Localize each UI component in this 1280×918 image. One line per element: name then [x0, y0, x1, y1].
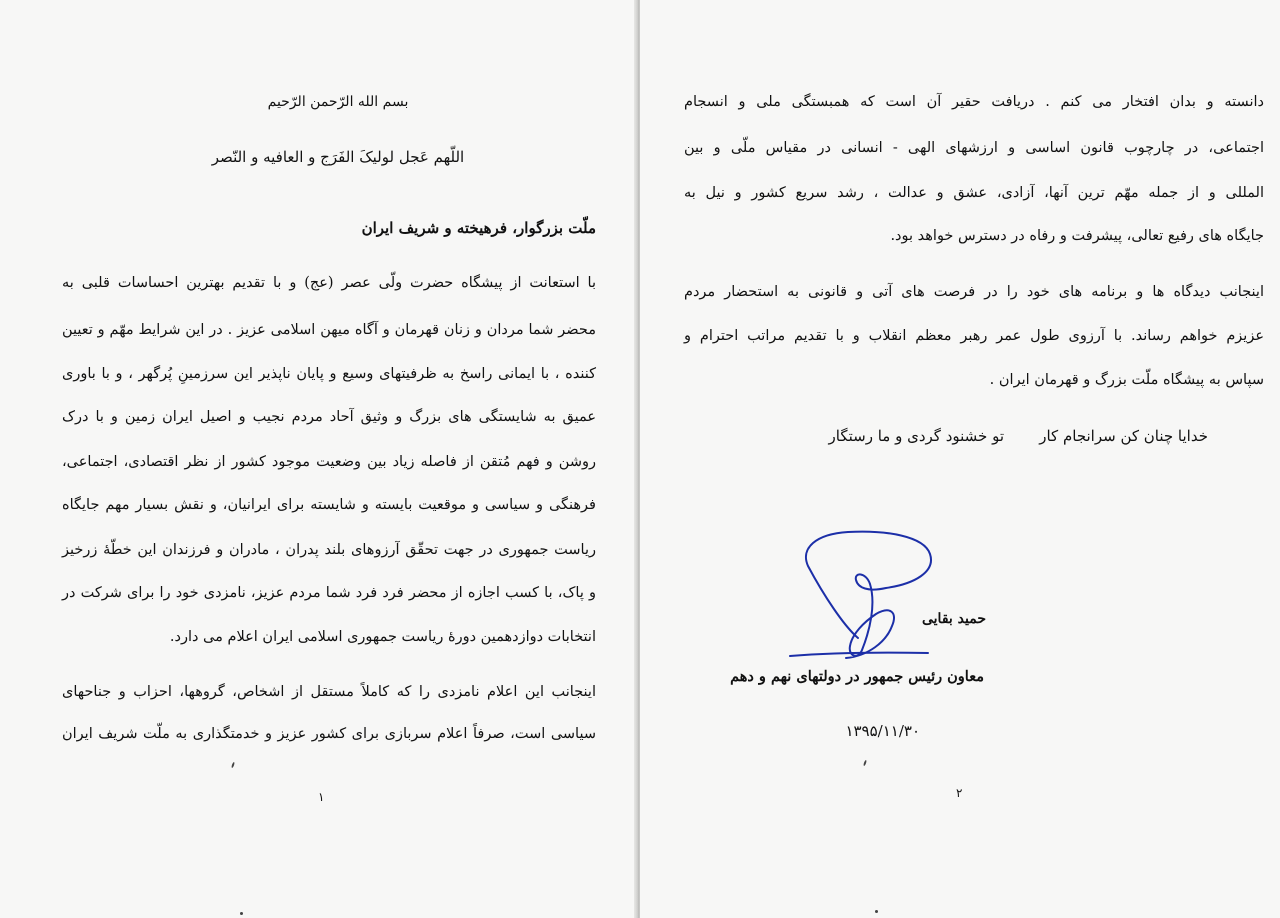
- speck: [231, 762, 235, 768]
- letter-date: ۱۳۹۵/۱۱/۳۰: [845, 722, 920, 740]
- paragraph-line: عزیزم خواهم رساند. با آرزوی طول عمر رهبر معظم انقلاب و با تقدیم مراتب احترام و: [684, 328, 1264, 344]
- basmala: بسم الله الرّحمن الرّحیم: [267, 94, 409, 110]
- paragraph-line: انتخابات دوازدهمین دورهٔ ریاست جمهوری اسلامی ایران اعلام می دارد.: [169, 629, 596, 645]
- paragraph-line: عمیق به شایستگی های بزرگ و وثیق آحاد مردم نجیب و اصیل ایران زمین و با درک: [62, 409, 596, 425]
- paragraph-line: سپاس به پیشگاه ملّت بزرگ و قهرمان ایران .: [989, 372, 1264, 388]
- paragraph-line: و پاک، با کسب اجازه از محضر فرد فرد شما مردم عزیز، نامزدی خود را برای شرکت در: [62, 585, 596, 601]
- paragraph-line: المللی و از جمله مهّم ترین آنها، آزادی، عشق و عدالت ، رشد سریع کشور و نیل به: [684, 185, 1264, 201]
- handwritten-signature: [786, 526, 936, 666]
- signature-stroke: [806, 532, 931, 658]
- speck: [875, 910, 878, 913]
- signatory-name: حمید بقایی: [921, 611, 986, 627]
- page-one: [0, 0, 636, 918]
- page-two: [640, 0, 1280, 918]
- paragraph-line: ریاست جمهوری در جهت تحقّق آرزوهای بلند پدران ، مادران و فرزندان این خطّهٔ زرخیز: [62, 542, 596, 558]
- paragraph-line: کننده ، با ایمانی راسخ به ظرفیتهای وسیع و پایان ناپذیر این سرزمینِ پُرگهر ، و با باوری: [62, 366, 596, 382]
- paragraph-line: روشن و فهم مُتقن از فاصله زیاد بین وضعیت موجود کشور از نظر اقتصادی، اجتماعی،: [62, 454, 596, 470]
- page-number: ۲: [956, 786, 963, 800]
- salutation-heading: ملّت بزرگوار، فرهیخته و شریف ایران: [361, 219, 596, 237]
- signatory-title: معاون رئیس جمهور در دولتهای نهم و دهم: [730, 668, 984, 685]
- paragraph-line: اینجانب این اعلام نامزدی را که کاملاً مستقل از اشخاص، گروهها، احزاب و جناحهای: [62, 684, 596, 700]
- verse-second-hemistich: تو خشنود گردی و ما رستگار: [828, 427, 1004, 445]
- paragraph-line: دانسته و بدان افتخار می کنم . دریافت حقیر آن است که همبستگی ملی و انسجام: [684, 94, 1264, 110]
- speck: [240, 912, 243, 915]
- paragraph-line: اجتماعی، در چارچوب قانون اساسی و ارزشهای الهی - انسانی در مقیاس ملّی و بین: [684, 140, 1264, 156]
- paragraph-line: سیاسی است، صرفاً اعلام سربازی برای کشور عزیز و خدمتگذاری به ملّت شریف ایران: [62, 726, 596, 742]
- paragraph-line: با استعانت از پیشگاه حضرت ولّی عصر (عج) و با تقدیم بهترین احساسات قلبی به: [62, 275, 596, 291]
- verse-first-hemistich: خدایا چنان کن سرانجام کار: [1039, 427, 1208, 445]
- paragraph-line: جایگاه های رفیع تعالی، پیشرفت و رفاه در دسترس خواهد بود.: [890, 228, 1264, 244]
- invocation: اللّهم عَجل لولیکَ الفَرَج و العافیه و النّصر: [211, 148, 465, 166]
- page-number: ۱: [318, 790, 325, 804]
- paragraph-line: محضر شما مردان و زنان قهرمان و آگاه میهن اسلامی عزیز . در این شرایط مهّم و تعیین: [62, 322, 596, 338]
- paragraph-line: اینجانب دیدگاه ها و برنامه های خود را در فرصت های آتی و قانونی به استحضار مردم: [684, 284, 1264, 300]
- speck: [863, 760, 867, 766]
- paragraph-line: فرهنگی و سیاسی و موقعیت بایسته و شایسته برای ایرانیان، و نقش بسیار مهم جایگاه: [62, 497, 596, 513]
